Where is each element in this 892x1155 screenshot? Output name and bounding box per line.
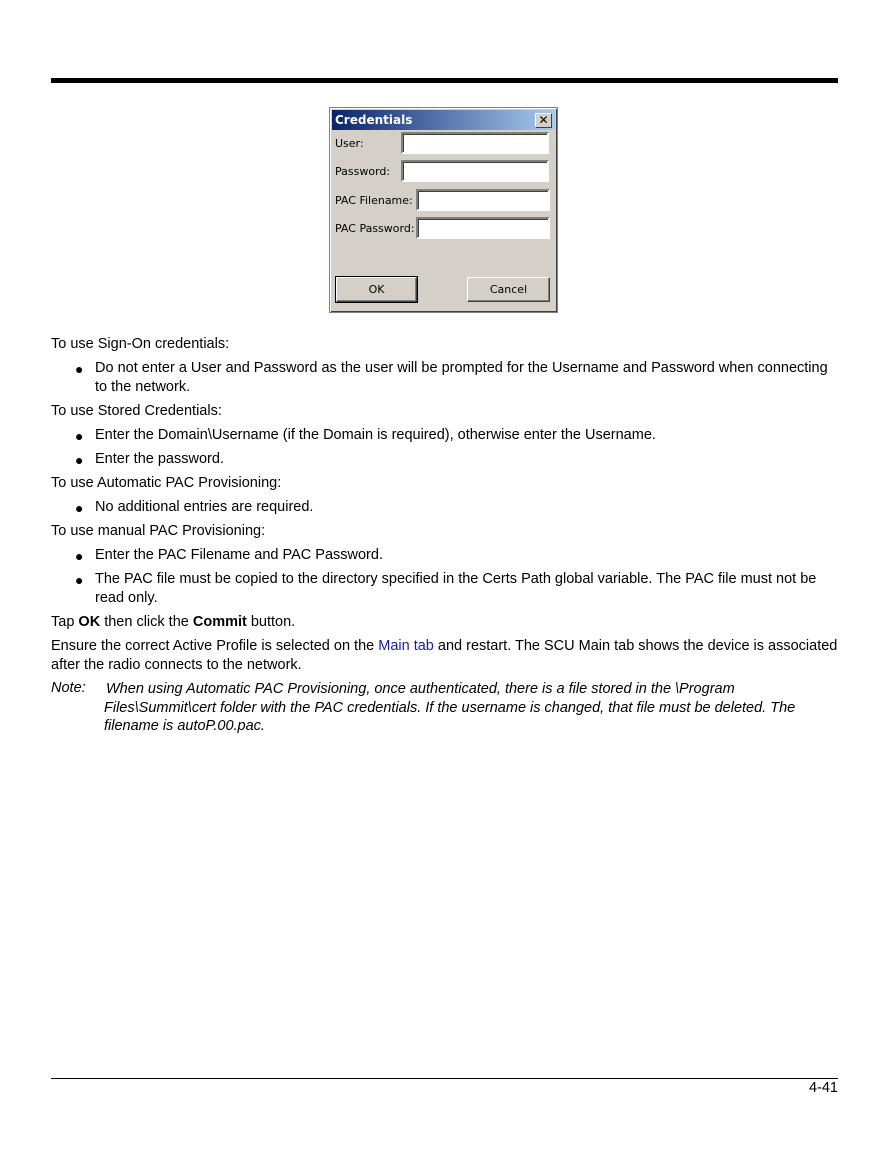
sign-on-bullet: Do not enter a User and Password as the user will be prompted for the Username and Password when connecting to the network. — [95, 360, 828, 395]
pac-filename-label: PAC Filename: — [335, 194, 413, 207]
ok-button[interactable]: OK — [336, 277, 417, 302]
manual-bullet-1: Enter the PAC Filename and PAC Password. — [95, 547, 383, 563]
password-input[interactable] — [401, 160, 549, 182]
cancel-button[interactable]: Cancel — [467, 277, 550, 302]
bullet-icon: ● — [75, 428, 84, 444]
user-input[interactable] — [401, 132, 549, 154]
ensure-paragraph — [51, 637, 841, 674]
tap-middle: then click the — [100, 614, 193, 630]
manual-heading: To use manual PAC Provisioning: — [51, 523, 266, 539]
main-tab-link[interactable]: Main tab — [378, 638, 434, 654]
page-number: 4-41 — [808, 1080, 838, 1096]
tap-prefix: Tap — [51, 614, 79, 630]
password-label: Password: — [335, 165, 391, 178]
commit-emphasis: Commit — [192, 614, 247, 630]
pac-filename-input[interactable] — [416, 189, 550, 211]
manual-bullet-2: The PAC file must be copied to the directory specified in the Certs Path global variable. The PAC file must not be read only. — [95, 571, 817, 606]
pac-password-label: PAC Password: — [335, 222, 415, 235]
tap-suffix: button. — [246, 614, 296, 630]
dialog-titlebar — [332, 110, 555, 130]
stored-bullet-1: Enter the Domain\Username (if the Domain is required), otherwise enter the Username. — [95, 427, 656, 443]
ensure-suffix: and restart. The SCU Main tab shows the device is associated after the radio connects to the network. — [51, 638, 838, 673]
auto-bullet: No additional entries are required. — [95, 499, 314, 515]
bullet-icon: ● — [75, 548, 84, 564]
stored-heading: To use Stored Credentials: — [51, 403, 222, 419]
note-label: Note: — [51, 680, 86, 696]
close-icon[interactable]: ✕ — [535, 113, 552, 128]
ensure-prefix: Ensure the correct Active Profile is selected on the — [51, 638, 379, 654]
note-text: When using Automatic PAC Provisioning, once authenticated, there is a file stored in the \Program Files\Summit\cert folder with the PAC credentials. If the username is changed, that file must be deleted. The filename is autoP.00.pac. — [104, 681, 796, 734]
tap-instruction — [51, 613, 841, 632]
bullet-icon: ● — [75, 500, 84, 516]
bullet-icon: ● — [75, 572, 84, 588]
bullet-icon: ● — [75, 452, 84, 468]
bullet-icon: ● — [75, 361, 84, 377]
credentials-dialog — [329, 107, 558, 313]
pac-password-input[interactable] — [416, 217, 550, 239]
header-rule — [51, 78, 838, 83]
user-label: User: — [335, 137, 364, 150]
stored-bullet-2: Enter the password. — [95, 451, 224, 467]
sign-on-heading: To use Sign-On credentials: — [51, 336, 230, 352]
ok-emphasis: OK — [78, 614, 101, 630]
auto-heading: To use Automatic PAC Provisioning: — [51, 475, 282, 491]
footer-rule — [51, 1078, 838, 1079]
dialog-title: Credentials — [335, 113, 413, 127]
